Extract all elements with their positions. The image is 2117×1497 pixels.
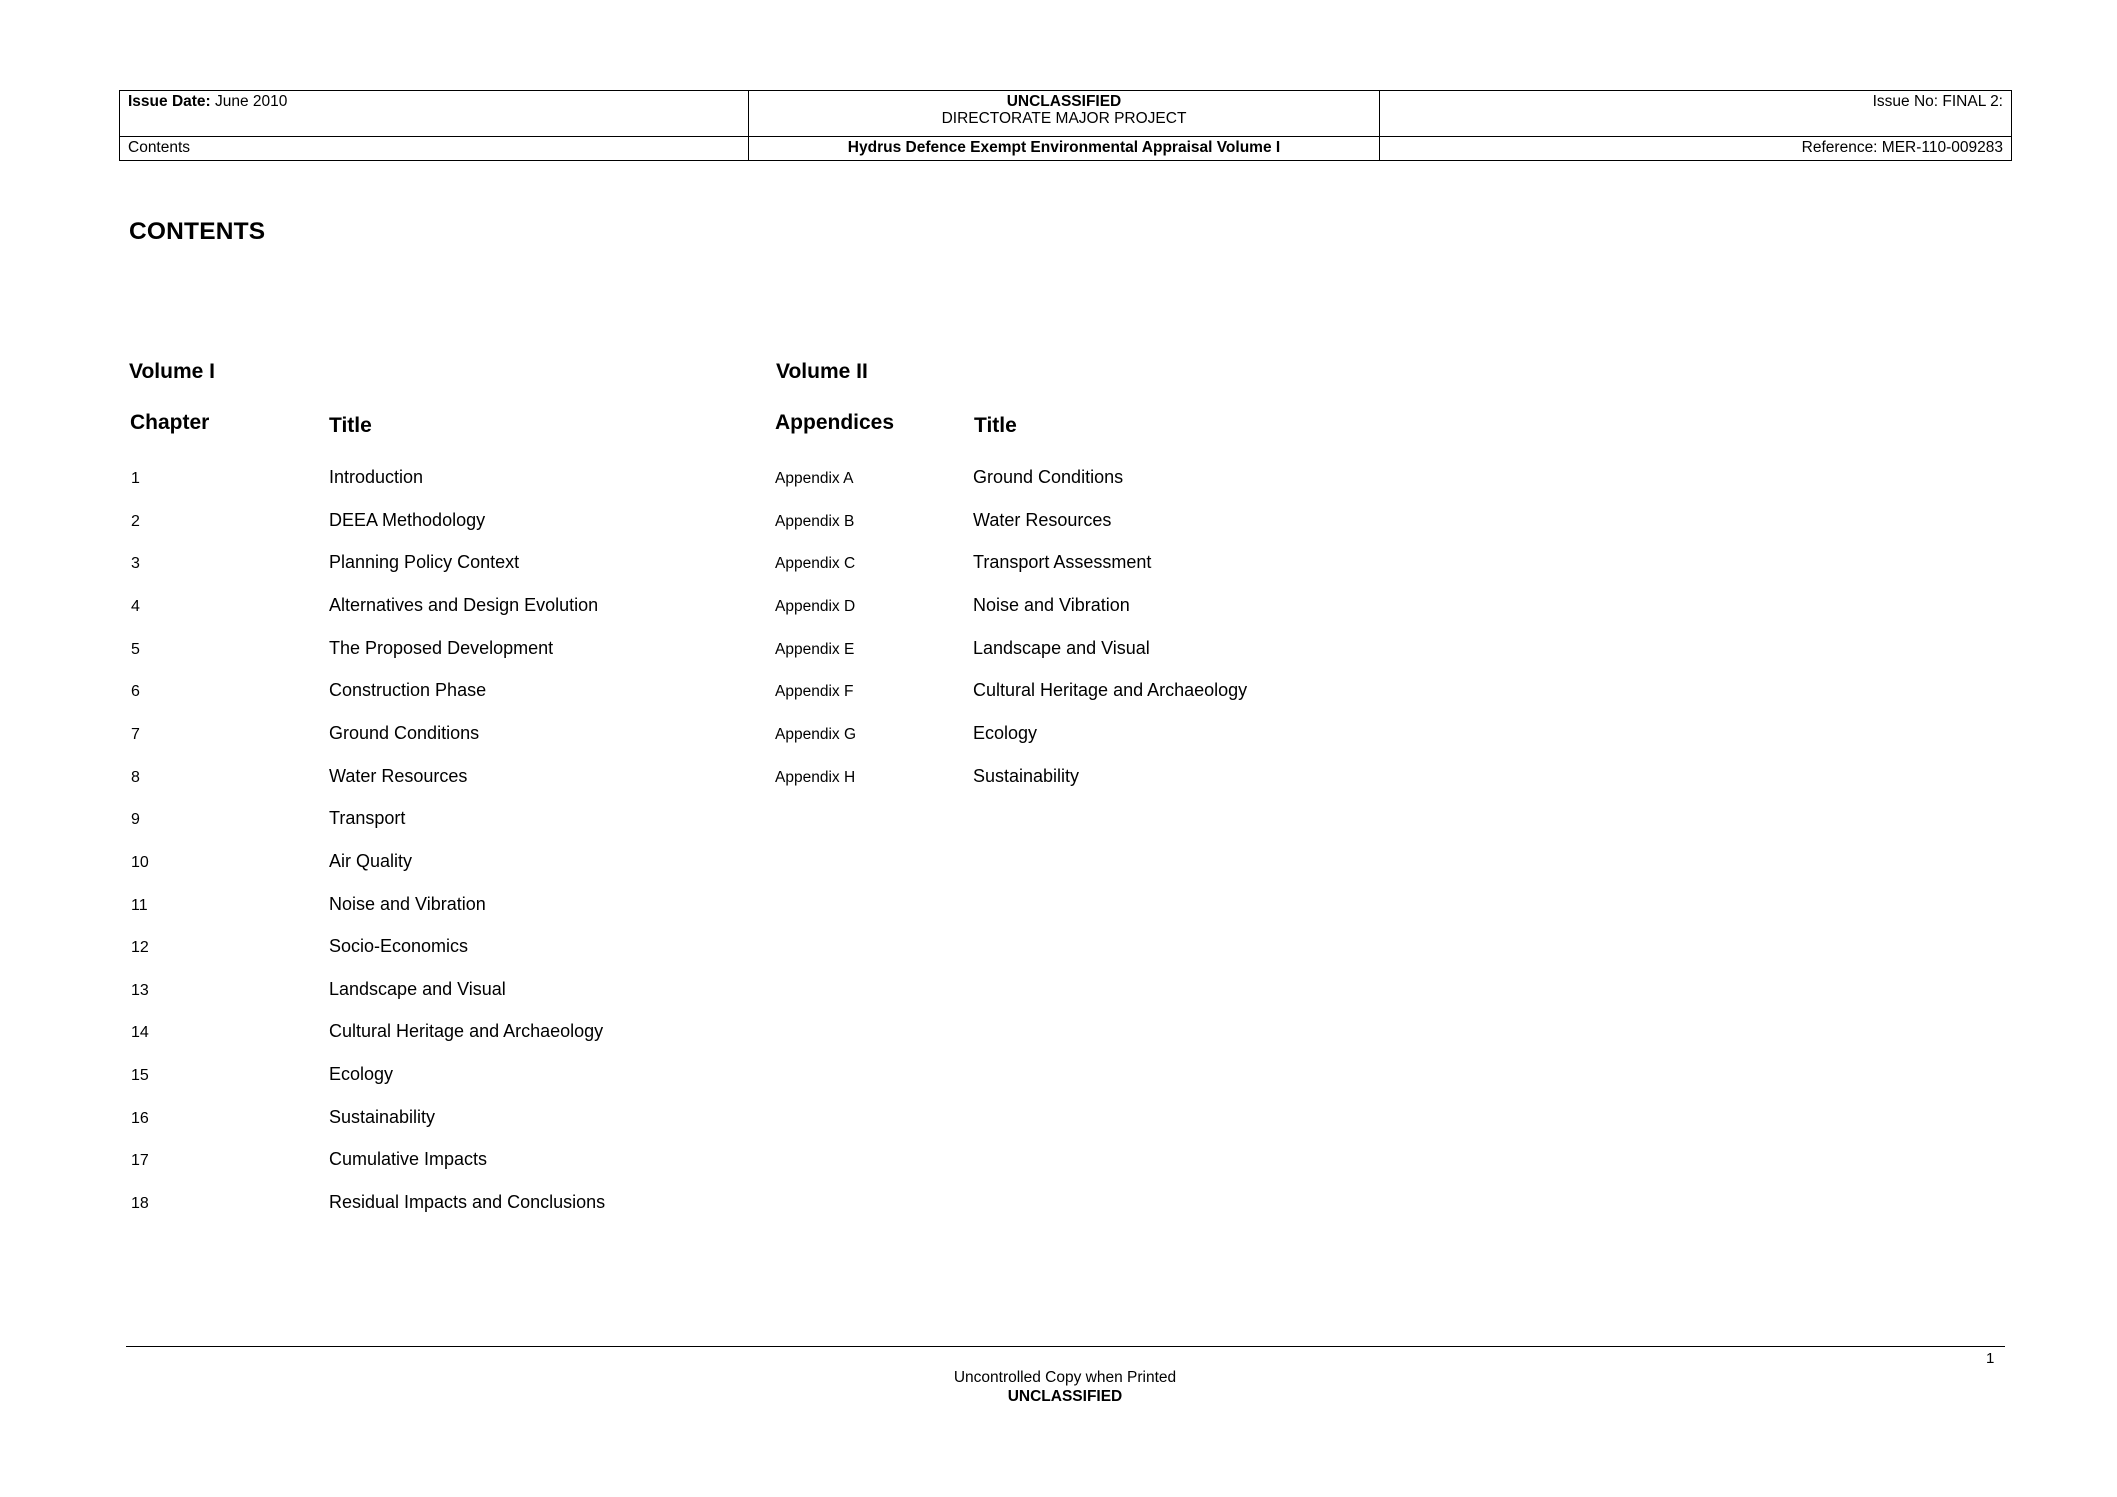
volume-1-heading: Volume I (129, 360, 215, 383)
chapter-number: 12 (131, 939, 149, 957)
chapter-number: 2 (131, 512, 140, 530)
appendix-row (775, 721, 1475, 745)
page-number: 1 (1986, 1350, 1995, 1367)
chapter-title: Cumulative Impacts (329, 1149, 488, 1170)
footer-divider (126, 1346, 2005, 1347)
contents-heading: CONTENTS (129, 218, 266, 245)
chapter-number: 16 (131, 1109, 149, 1127)
chapter-number: 3 (131, 555, 140, 573)
chapter-row (131, 1190, 731, 1214)
header-document-title: Hydrus Defence Exempt Environmental Appraisal Volume I (847, 139, 1281, 156)
header-classification: UNCLASSIFIED (1006, 93, 1122, 110)
chapter-number: 6 (131, 683, 140, 701)
chapter-row (131, 806, 731, 830)
appendix-number: Appendix A (775, 470, 854, 487)
chapter-title: The Proposed Development (329, 637, 554, 658)
header-reference: Reference: MER-110-009283 (1801, 139, 2003, 156)
appendix-row (775, 593, 1475, 617)
volume-1-chapter-column-header: Chapter (130, 411, 210, 434)
header-directorate: DIRECTORATE MAJOR PROJECT (941, 110, 1187, 127)
volume-1-title-column-header: Title (329, 414, 372, 437)
appendix-title: Ecology (973, 722, 1038, 743)
chapter-number: 11 (131, 896, 148, 914)
chapter-row (131, 977, 731, 1001)
chapter-title: Landscape and Visual (329, 978, 506, 999)
chapter-row (131, 678, 731, 702)
issue-date-value: June 2010 (215, 93, 288, 110)
issue-number-cell (1380, 91, 2012, 137)
appendix-title: Water Resources (973, 509, 1112, 530)
chapter-row (131, 764, 731, 788)
appendix-number: Appendix B (775, 512, 855, 530)
volume-2-appendices-column-header: Appendices (775, 411, 895, 434)
chapter-number: 8 (131, 768, 140, 786)
chapter-title: Ecology (329, 1064, 394, 1085)
appendix-title: Sustainability (973, 765, 1080, 786)
appendix-title: Transport Assessment (973, 552, 1152, 573)
chapter-row (131, 636, 731, 660)
appendix-row (775, 678, 1475, 702)
chapter-number: 4 (131, 597, 140, 615)
chapter-row (131, 892, 731, 916)
chapter-row (131, 508, 731, 532)
chapter-row (131, 593, 731, 617)
appendix-row (775, 764, 1475, 788)
appendix-title: Cultural Heritage and Archaeology (973, 680, 1248, 701)
chapter-title: Introduction (329, 467, 424, 487)
classification-cell (749, 91, 1380, 137)
appendix-number: Appendix H (775, 768, 856, 786)
appendix-title: Landscape and Visual (973, 637, 1150, 658)
volume-2-title-column-header: Title (974, 414, 1017, 437)
chapter-row (131, 934, 731, 958)
chapter-row (131, 1105, 731, 1129)
chapter-row (131, 1019, 731, 1043)
document-header-table (119, 90, 2012, 161)
section-cell (120, 137, 749, 161)
chapter-title: Residual Impacts and Conclusions (329, 1192, 606, 1213)
footer-classification: UNCLASSIFIED (1007, 1388, 1123, 1405)
chapter-number: 13 (131, 981, 149, 999)
chapter-number: 9 (131, 811, 140, 829)
chapter-title: Transport (329, 808, 406, 829)
appendix-number: Appendix F (775, 683, 854, 701)
reference-cell (1380, 137, 2012, 161)
chapter-number: 18 (131, 1195, 149, 1213)
chapter-title: Alternatives and Design Evolution (329, 594, 599, 615)
chapter-title: DEEA Methodology (329, 509, 486, 530)
chapter-title: Noise and Vibration (329, 893, 486, 914)
chapter-number: 10 (131, 853, 149, 871)
chapter-title: Sustainability (329, 1106, 436, 1127)
footer-uncontrolled-copy-note: Uncontrolled Copy when Printed (953, 1369, 1177, 1386)
chapter-title: Planning Policy Context (329, 552, 520, 573)
chapter-number: 15 (131, 1067, 149, 1085)
appendix-row (775, 508, 1475, 532)
chapter-row (131, 1147, 731, 1171)
chapter-number: 1 (131, 470, 140, 487)
header-section: Contents (128, 139, 191, 156)
chapter-row (131, 849, 731, 873)
issue-date-cell (120, 91, 749, 137)
chapter-row (131, 721, 731, 745)
chapter-row (131, 550, 731, 574)
appendix-row (775, 550, 1475, 574)
appendix-title: Noise and Vibration (973, 594, 1130, 615)
chapter-title: Socio-Economics (329, 936, 469, 957)
chapter-number: 5 (131, 640, 140, 658)
footer (850, 1368, 1280, 1406)
chapter-row (131, 465, 731, 489)
chapter-title: Construction Phase (329, 680, 487, 701)
chapter-number: 17 (131, 1152, 149, 1170)
appendix-row (775, 636, 1475, 660)
volume-2-heading: Volume II (776, 360, 868, 383)
chapter-title: Air Quality (329, 850, 413, 871)
appendix-row (775, 465, 1475, 489)
appendix-number: Appendix E (775, 640, 855, 658)
chapter-title: Cultural Heritage and Archaeology (329, 1021, 604, 1042)
chapter-number: 7 (131, 725, 140, 743)
chapter-title: Water Resources (329, 765, 468, 786)
appendix-number: Appendix C (775, 555, 856, 573)
chapter-number: 14 (131, 1024, 149, 1042)
document-title-cell (749, 137, 1380, 161)
chapter-title: Ground Conditions (329, 722, 480, 743)
issue-number: Issue No: FINAL 2: (1872, 93, 2003, 110)
issue-date-label: Issue Date: (128, 93, 211, 110)
chapter-row (131, 1062, 731, 1086)
appendix-number: Appendix G (775, 725, 856, 743)
appendix-title: Ground Conditions (973, 467, 1124, 487)
appendix-number: Appendix D (775, 597, 856, 615)
